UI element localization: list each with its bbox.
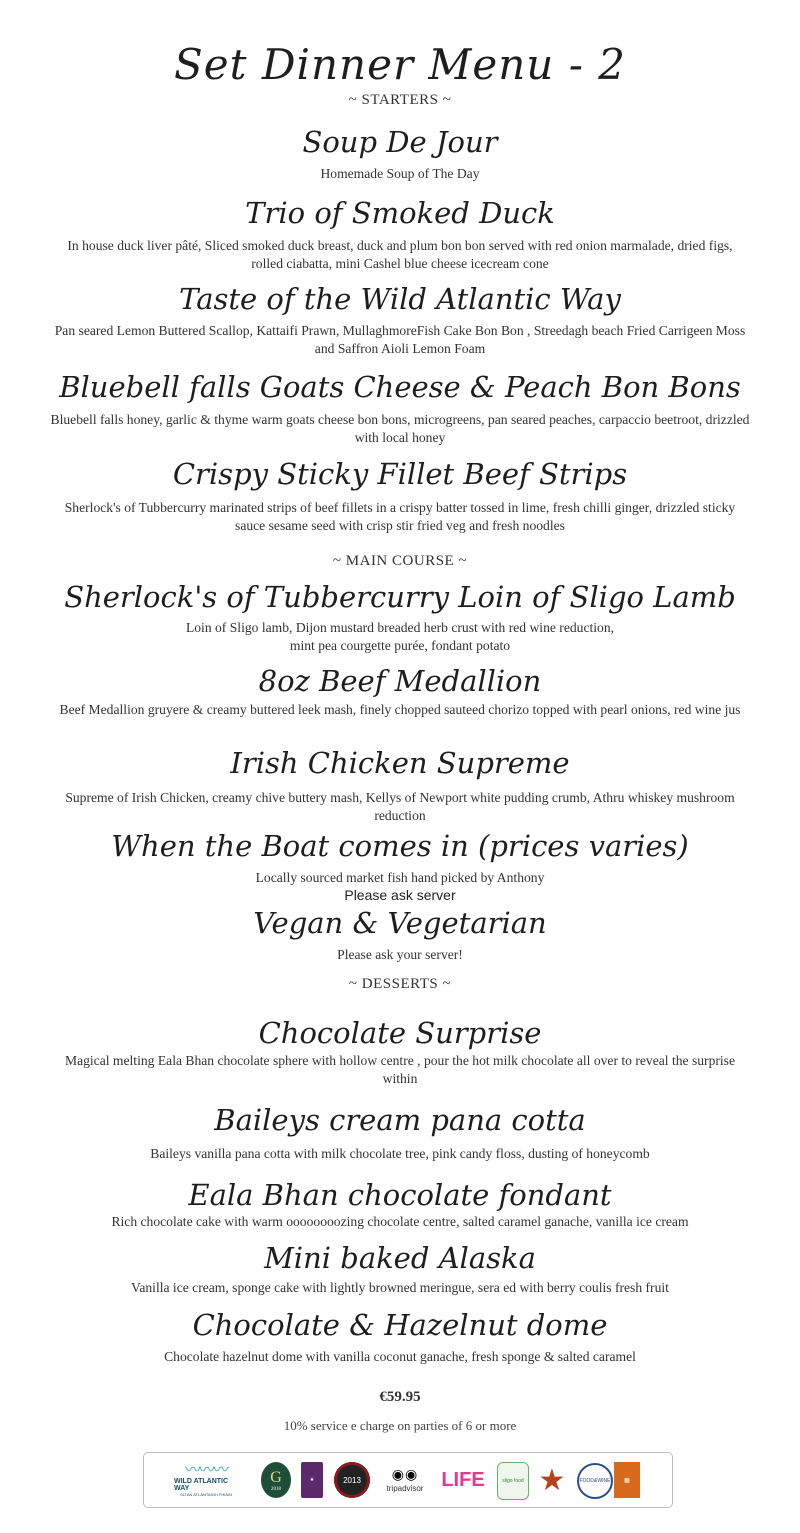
tripadvisor-logo xyxy=(381,1462,429,1498)
award-badge-logo: G 2018 xyxy=(261,1462,291,1498)
dish-description-line: mint pea courgette purée, fondant potato xyxy=(289,638,511,653)
dish-description: Bluebell falls honey, garlic & thyme warm goats cheese bon bons, microgreens, pan seared peaches, carpaccio beetroot, drizzled with local honey xyxy=(50,412,750,445)
dish-description: Baileys vanilla pana cotta with milk chocolate tree, pink candy floss, dusting of honeycomb xyxy=(150,1146,650,1161)
dish-irish-chicken-supreme: Irish Chicken Supreme xyxy=(230,746,570,780)
menu-title: Set Dinner Menu - 2 xyxy=(174,40,626,89)
dish-description: Rich chocolate cake with warm oooooooozing chocolate centre, salted caramel ganache, vanilla ice cream xyxy=(111,1214,689,1229)
dish-vegan-vegetarian: Vegan & Vegetarian xyxy=(253,906,547,940)
dish-description: Supreme of Irish Chicken, creamy chive buttery mash, Kellys of Newport white pudding crumb, Athru whiskey mushroom reduction xyxy=(65,790,735,823)
tripadvisor-text: tripadvisor xyxy=(386,1484,424,1493)
dish-bluebell-goats-cheese: Bluebell falls Goats Cheese & Peach Bon Bons xyxy=(59,370,741,404)
dish-description: Pan seared Lemon Buttered Scallop, Kattaifi Prawn, MullaghmoreFish Cake Bon Bon , Streedagh beach Fried Carrigeen Moss and Saffron Aioli Lemon Foam xyxy=(54,323,746,356)
purple-award-logo: ★ xyxy=(301,1462,323,1498)
dish-when-the-boat-comes-in: When the Boat comes in (prices varies) xyxy=(111,829,689,863)
dish-taste-of-wild-atlantic-way: Taste of the Wild Atlantic Way xyxy=(179,282,621,316)
dish-description: Beef Medallion gruyere & creamy buttered leek mash, finely chopped sauteed chorizo topped with pearl onions, red wine jus xyxy=(59,702,741,717)
starters-heading: ~ STARTERS ~ xyxy=(348,92,452,108)
dish-eala-bhan-fondant: Eala Bhan chocolate fondant xyxy=(188,1178,612,1212)
owl-icon: ◉◉ xyxy=(391,1468,419,1483)
dish-trio-of-smoked-duck: Trio of Smoked Duck xyxy=(245,196,555,230)
menu-price: €59.95 xyxy=(379,1389,421,1405)
dish-baileys-pana-cotta: Baileys cream pana cotta xyxy=(214,1103,586,1137)
orange-badge-logo: ▦ xyxy=(614,1462,640,1498)
dish-description-line: Loin of Sligo lamb, Dijon mustard breaded herb crust with red wine reduction, xyxy=(185,620,615,635)
dish-description: Sherlock's of Tubbercurry marinated strips of beef fillets in a crispy batter tossed in lime, fresh chilli ginger, drizzled sticky sauce sesame seed with crisp stir fried veg and fresh noodles xyxy=(64,500,736,533)
wild-atlantic-way-logo xyxy=(174,1462,238,1498)
dish-description: Please ask your server! xyxy=(337,947,463,962)
wild-atlantic-way-subtext: SLÍ AN ATLANTAIGH FHIÁIN xyxy=(179,1491,233,1497)
star-icon: ★ xyxy=(538,1463,566,1497)
waves-icon: 〰〰〰 xyxy=(184,1461,227,1479)
dish-description: Locally sourced market fish hand picked by Anthony xyxy=(255,870,545,885)
main-course-heading: ~ MAIN COURSE ~ xyxy=(332,553,468,569)
dish-description: Homemade Soup of The Day xyxy=(320,166,480,181)
dish-chocolate-hazelnut-dome: Chocolate & Hazelnut dome xyxy=(192,1308,608,1342)
dish-description: In house duck liver pâté, Sliced smoked duck breast, duck and plum bon bon served with red onion marmalade, dried figs, rolled ciabatta, mini Cashel blue cheese icecream cone xyxy=(67,238,733,271)
partner-logos-strip xyxy=(143,1452,673,1508)
dish-beef-medallion: 8oz Beef Medallion xyxy=(258,664,542,698)
award-year: 2018 xyxy=(271,1486,281,1492)
wild-atlantic-way-text: WILD ATLANTIC WAY xyxy=(174,1477,229,1492)
food-wine-logo: FOOD&WINE xyxy=(577,1463,613,1499)
dish-loin-of-sligo-lamb: Sherlock's of Tubbercurry Loin of Sligo Lamb xyxy=(64,580,736,614)
desserts-heading: ~ DESSERTS ~ xyxy=(348,976,452,992)
dish-description: Chocolate hazelnut dome with vanilla coconut ganache, fresh sponge & salted caramel xyxy=(164,1349,636,1364)
dish-mini-baked-alaska: Mini baked Alaska xyxy=(264,1241,536,1275)
award-2013-logo: 2013 xyxy=(334,1462,370,1498)
life-logo: LIFE xyxy=(441,1468,485,1491)
dish-description: Vanilla ice cream, sponge cake with lightly browned meringue, sera ed with berry coulis fresh fruit xyxy=(131,1280,669,1295)
ask-server-note: Please ask server xyxy=(344,887,456,903)
dish-soup-de-jour: Soup De Jour xyxy=(302,125,498,159)
dish-chocolate-surprise: Chocolate Surprise xyxy=(258,1016,542,1050)
sligo-food-logo: sligo food xyxy=(497,1462,529,1500)
dish-crispy-beef-strips: Crispy Sticky Fillet Beef Strips xyxy=(172,457,628,491)
service-charge-note: 10% service e charge on parties of 6 or more xyxy=(283,1418,517,1433)
dish-description: Magical melting Eala Bhan chocolate sphere with hollow centre , pour the hot milk chocolate all over to reveal the surprise within xyxy=(64,1053,736,1086)
